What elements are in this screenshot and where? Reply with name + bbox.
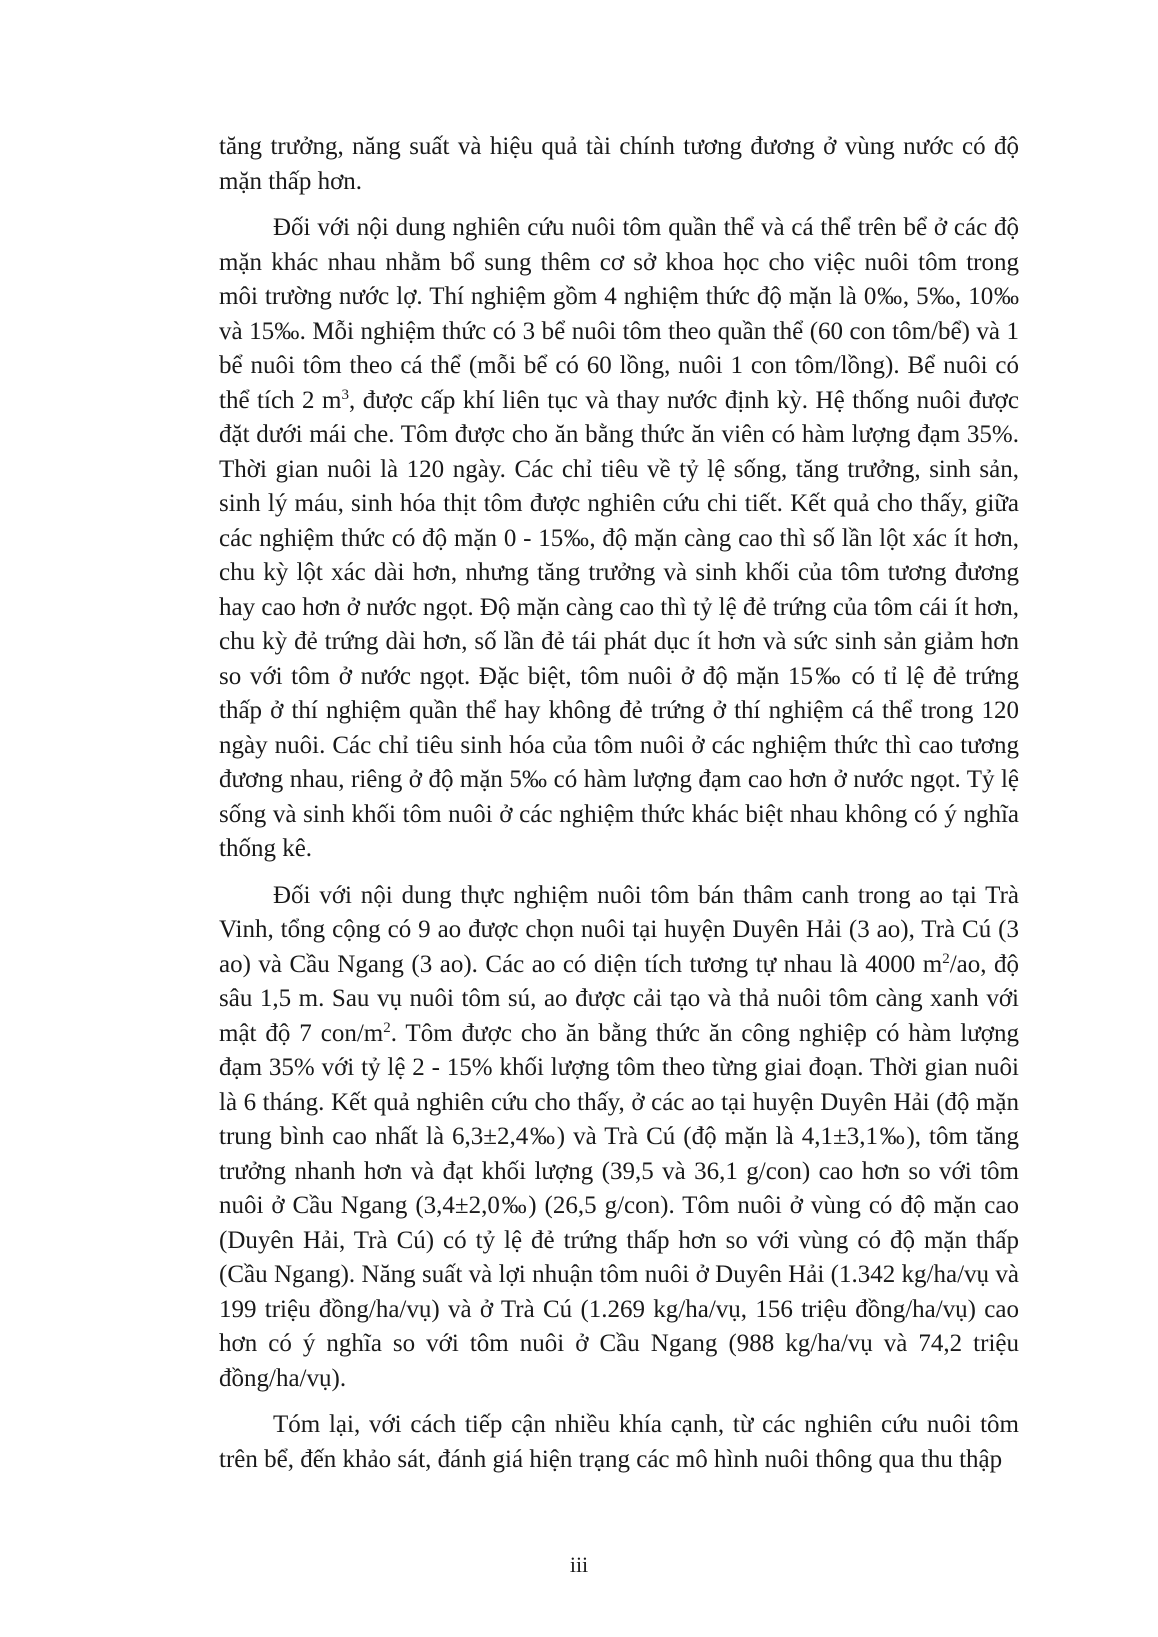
paragraph-text: tăng trưởng, năng suất và hiệu quả tài chính tương đương ở vùng nước có độ mặn thấp hơn. [219, 133, 1019, 195]
paragraph-text: Tóm lại, với cách tiếp cận nhiều khía cạnh, từ các nghiên cứu nuôi tôm trên bể, đến khảo sát, đánh giá hiện trạng các mô hình nuôi thông qua thu thập [219, 1411, 1019, 1473]
paragraph-text: . Tôm được cho ăn bằng thức ăn công nghiệp có hàm lượng đạm 35% với tỷ lệ 2 - 15% khối lượng tôm theo từng giai đoạn. Thời gian nuôi là 6 tháng. Kết quả nghiên cứu cho thấy, ở các ao tại huyện Duyên Hải (độ mặn trung bình cao nhất là 6,3±2,4‰) và Trà Cú (độ mặn là 4,1±3,1‰), tôm tăng trưởng nhanh hơn và đạt khối lượng (39,5 và 36,1 g/con) cao hơn so với tôm nuôi ở Cầu Ngang (3,4±2,0‰) (26,5 g/con). Tôm nuôi ở vùng có độ mặn cao (Duyên Hải, Trà Cú) có tỷ lệ đẻ trứng thấp hơn so với vùng có độ mặn thấp (Cầu Ngang). Năng suất và lợi nhuận tôm nuôi ở Duyên Hải (1.342 kg/ha/vụ và 199 triệu đồng/ha/vụ) và ở Trà Cú (1.269 kg/ha/vụ, 156 triệu đồng/ha/vụ) cao hơn có ý nghĩa so với tôm nuôi ở Cầu Ngang (988 kg/ha/vụ và 74,2 triệu đồng/ha/vụ). [219, 1019, 1019, 1392]
paragraph-pond-experiment [219, 879, 1019, 1397]
paragraph-continuation [219, 130, 1019, 199]
paragraph-text: /ao, độ sâu 1,5 m. Sau vụ nuôi tôm sú, ao được cải tạo và thả nuôi tôm càng xanh với mật độ 7 con/m [219, 950, 1019, 1047]
body-text [219, 130, 1019, 1477]
paragraph-text: Đối với nội dung thực nghiệm nuôi tôm bán thâm canh trong ao tại Trà Vinh, tổng cộng có 9 ao được chọn nuôi tại huyện Duyên Hải (3 ao), Trà Cú (3 ao) và Cầu Ngang (3 ao). Các ao có diện tích tương tự nhau là 4000 m [219, 881, 1019, 978]
superscript: 2 [383, 1019, 391, 1036]
paragraph-summary [219, 1408, 1019, 1477]
paragraph-tank-experiment [219, 211, 1019, 867]
superscript: 2 [942, 950, 950, 967]
page-number: iii [569, 1552, 589, 1577]
paragraph-text: , được cấp khí liên tục và thay nước định kỳ. Hệ thống nuôi được đặt dưới mái che. Tôm được cho ăn bằng thức ăn viên có hàm lượng đạm 35%. Thời gian nuôi là 120 ngày. Các chỉ tiêu về tỷ lệ sống, tăng trưởng, sinh sản, sinh lý máu, sinh hóa thịt tôm được nghiên cứu chi tiết. Kết quả cho thấy, giữa các nghiệm thức có độ mặn 0 - 15‰, độ mặn càng cao thì số lần lột xác ít hơn, chu kỳ lột xác dài hơn, nhưng tăng trưởng và sinh khối của tôm tương đương hay cao hơn ở nước ngọt. Độ mặn càng cao thì tỷ lệ đẻ trứng của tôm cái ít hơn, chu kỳ đẻ trứng dài hơn, số lần đẻ tái phát dục ít hơn và sức sinh sản giảm hơn so với tôm ở nước ngọt. Đặc biệt, tôm nuôi ở độ mặn 15‰ có tỉ lệ đẻ trứng thấp ở thí nghiệm quần thể hay không đẻ trứng ở thí nghiệm cá thể trong 120 ngày nuôi. Các chỉ tiêu sinh hóa của tôm nuôi ở các nghiệm thức thì cao tương đương nhau, riêng ở độ mặn 5‰ có hàm lượng đạm cao hơn ở nước ngọt. Tỷ lệ sống và sinh khối tôm nuôi ở các nghiệm thức khác biệt nhau không có ý nghĩa thống kê. [219, 386, 1019, 862]
superscript: 3 [341, 386, 349, 403]
paragraph-text: Đối với nội dung nghiên cứu nuôi tôm quần thể và cá thể trên bể ở các độ mặn khác nhau nhằm bổ sung thêm cơ sở khoa học cho việc nuôi tôm trong môi trường nước lợ. Thí nghiệm gồm 4 nghiệm thức độ mặn là 0‰, 5‰, 10‰ và 15‰. Mỗi nghiệm thức có 3 bể nuôi tôm theo quần thể (60 con tôm/bể) và 1 bể nuôi tôm theo cá thể (mỗi bể có 60 lồng, nuôi 1 con tôm/lồng). Bể nuôi có thể tích 2 m [219, 214, 1019, 414]
